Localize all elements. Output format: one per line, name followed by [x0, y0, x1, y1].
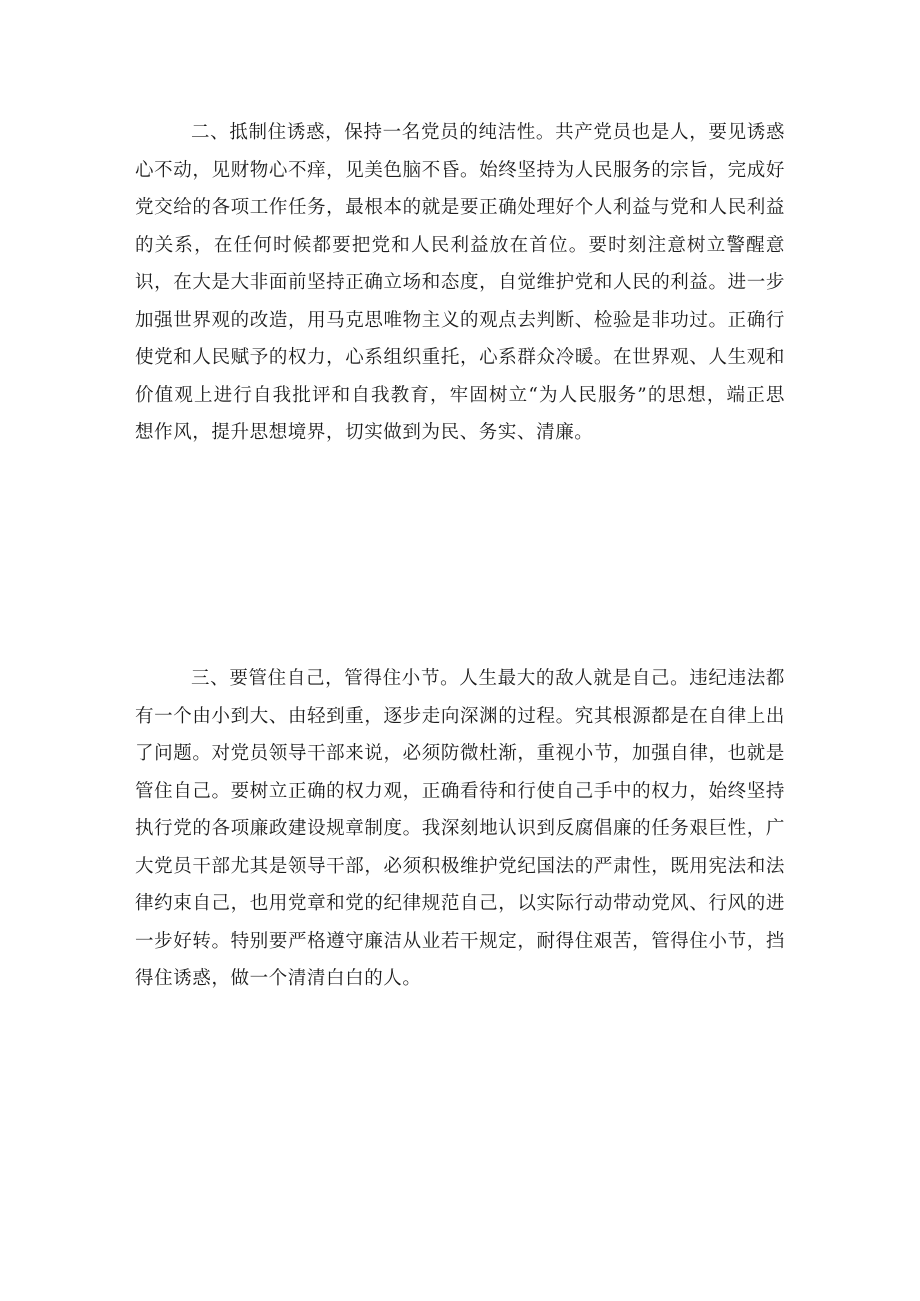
paragraph-section-three: 三、要管住自己，管得住小节。人生最大的敌人就是自己。违纪违法都有一个由小到大、由轻到重，逐步走向深渊的过程。究其根源都是在自律上出了问题。对党员领导干部来说，必须防微杜渐，重视小节，加强自律，也就是管住自己。要树立正确的权力观，正确看待和行使自己手中的权力，始终坚持执行党的各项廉政建设规章制度。我深刻地认识到反腐倡廉的任务艰巨性，广大党员干部尤其是领导干部，必须积极维护党纪国法的严肃性，既用宪法和法律约束自己，也用党章和党的纪律规范自己，以实际行动带动党风、行风的进一步好转。特别要严格遵守廉洁从业若干规定，耐得住艰苦，管得住小节，挡得住诱惑，做一个清清白白的人。	[135, 668, 785, 989]
paragraph-section-two: 二、抵制住诱惑，保持一名党员的纯洁性。共产党员也是人，要见诱惑心不动，见财物心不痒，见美色脑不昏。始终坚持为人民服务的宗旨，完成好党交给的各项工作任务，最根本的就是要正确处理好个人利益与党和人民利益的关系，在任何时候都要把党和人民利益放在首位。要时刻注意树立警醒意识，在大是大非面前坚持正确立场和态度，自觉维护党和人民的利益。进一步加强世界观的改造，用马克思唯物主义的观点去判断、检验是非功过。正确行使党和人民赋予的权力，心系组织重托，心系群众冷暖。在世界观、人生观和价值观上进行自我批评和自我教育，牢固树立“为人民服务”的思想，端正思想作风，提升思想境界，切实做到为民、务实、清廉。	[135, 122, 785, 443]
